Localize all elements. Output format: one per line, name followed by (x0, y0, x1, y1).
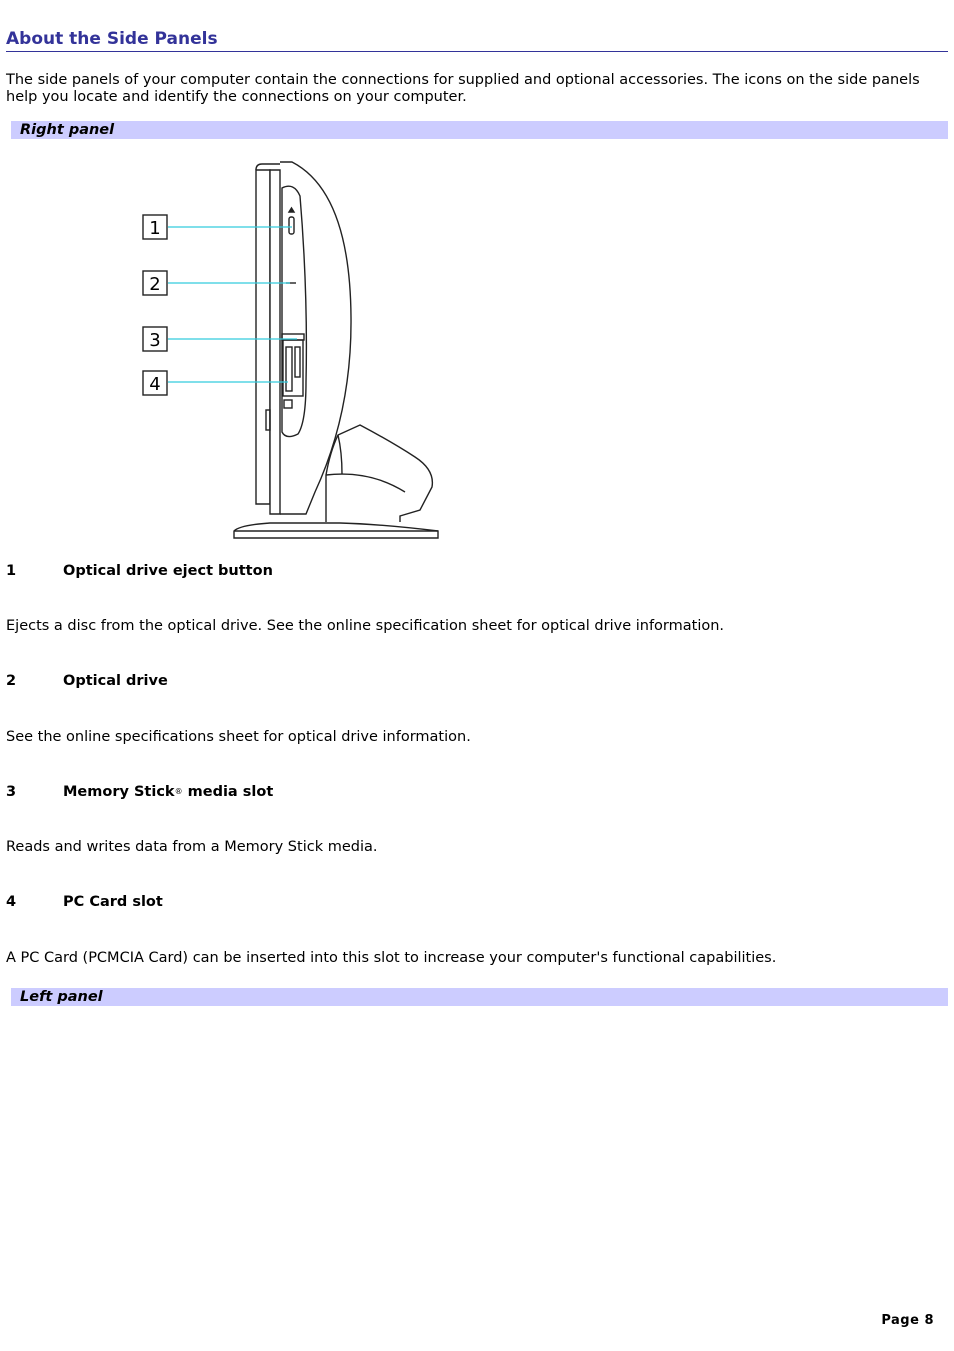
item-description-eject-button: Ejects a disc from the optical drive. See the online specification sheet for optical drive information. (6, 618, 725, 634)
item-heading-optical-drive (6, 672, 168, 690)
registered-mark: ® (174, 787, 183, 796)
item-description-optical-drive: See the online specifications sheet for optical drive information. (6, 729, 471, 745)
item-title: PC Card slot (63, 894, 163, 910)
item-number: 2 (6, 673, 17, 689)
section-header-right-panel (11, 121, 948, 139)
item-number: 1 (6, 563, 17, 579)
page-title: About the Side Panels (6, 28, 948, 52)
item-number: 3 (6, 784, 17, 800)
item-heading-eject-button (6, 562, 273, 580)
callout-3: 3 (149, 330, 161, 351)
callout-1: 1 (149, 218, 161, 239)
callout-2: 2 (149, 274, 161, 295)
item-title: Memory Stick (63, 784, 175, 800)
section-header-label: Left panel (20, 989, 103, 1005)
item-title-suffix: media slot (182, 784, 274, 800)
right-panel-illustration (130, 152, 450, 544)
intro-paragraph: The side panels of your computer contain the connections for supplied and optional accessories. The icons on the side panels help you locate and identify the connections on your computer. (6, 72, 920, 105)
item-heading-pc-card-slot (6, 893, 163, 911)
item-number: 4 (6, 894, 17, 910)
item-heading-memory-stick-slot (6, 783, 273, 801)
callout-4: 4 (149, 374, 161, 395)
section-header-label: Right panel (20, 122, 115, 138)
item-description-memory-stick-slot: Reads and writes data from a Memory Stick media. (6, 839, 378, 855)
page-number: Page 8 (881, 1313, 934, 1328)
item-title: Optical drive (63, 673, 168, 689)
item-description-pc-card-slot: A PC Card (PCMCIA Card) can be inserted into this slot to increase your computer's functional capabilities. (6, 950, 777, 966)
section-header-left-panel (11, 988, 948, 1006)
item-title: Optical drive eject button (63, 563, 273, 579)
